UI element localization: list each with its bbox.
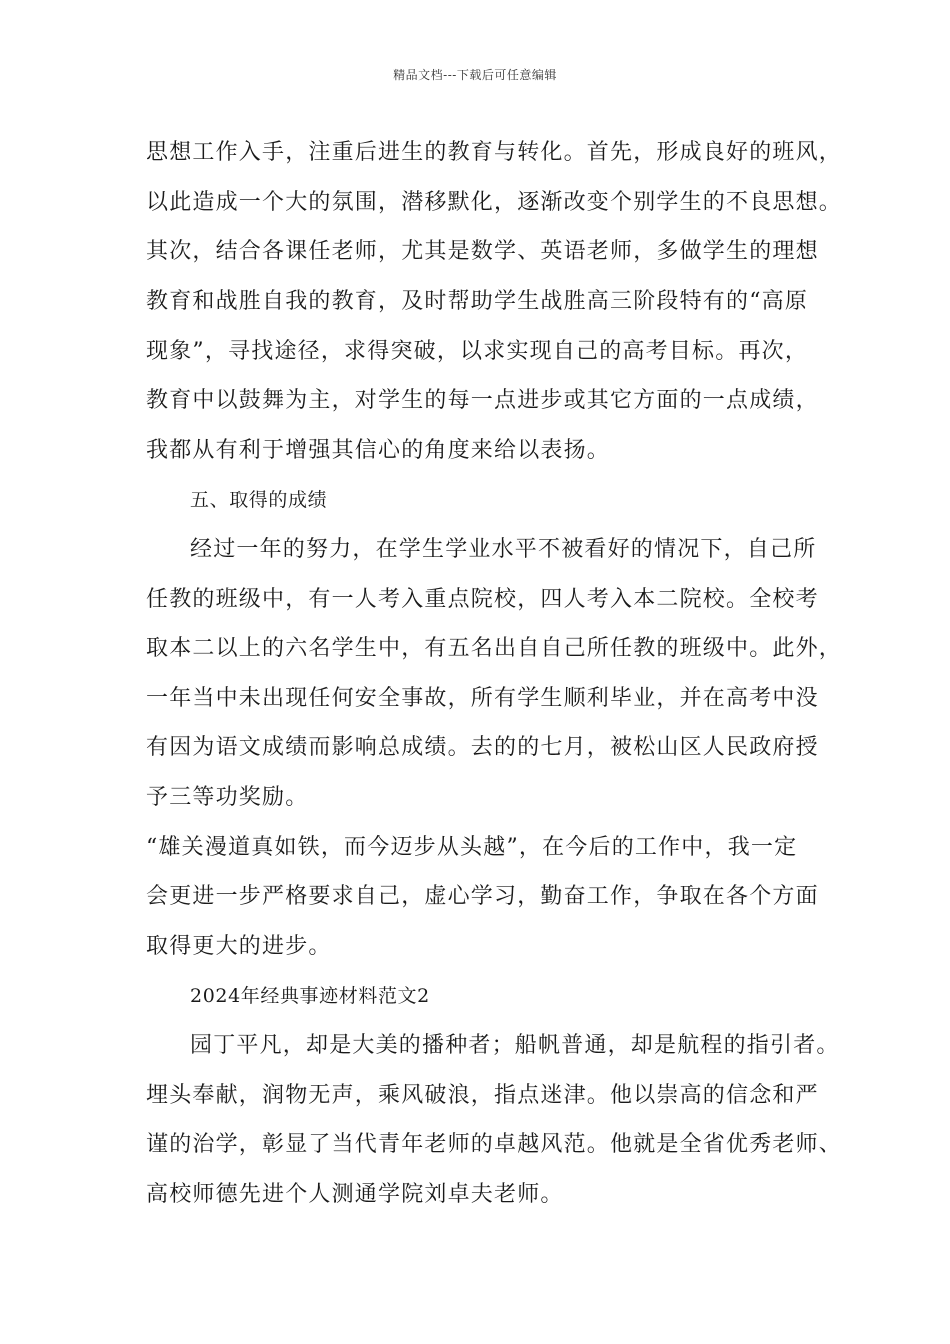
body-line: 我都从有利于增强其信心的角度来给以表扬。 <box>146 438 611 463</box>
section-heading: 五、取得的成绩 <box>190 489 328 511</box>
body-line: 以此造成一个大的氛围，潜移默化，逐渐改变个别学生的不良思想。 <box>146 190 843 215</box>
body-line: 思想工作入手，注重后进生的教育与转化。首先，形成良好的班风， <box>146 140 843 165</box>
body-line: 现象”，寻找途径，求得突破，以求实现自己的高考目标。再次， <box>146 339 809 364</box>
body-line: 谨的治学，彰显了当代青年老师的卓越风范。他就是全省优秀老师、 <box>146 1132 843 1157</box>
paragraph-first-line: 园丁平凡，却是大美的播种者；船帆普通，却是航程的指引者。 <box>190 1033 840 1058</box>
body-line: 取得更大的进步。 <box>146 934 332 959</box>
paragraph-first-line: 经过一年的努力，在学生学业水平不被看好的情况下，自己所 <box>190 537 817 562</box>
body-line: 教育和战胜自我的教育，及时帮助学生战胜高三阶段特有的“高原 <box>146 289 809 314</box>
body-line: 埋头奉献，润物无声，乘风破浪，指点迷津。他以崇高的信念和严 <box>146 1083 819 1108</box>
body-line: 一年当中未出现任何安全事故，所有学生顺利毕业，并在高考中没 <box>146 686 819 711</box>
body-line: 会更进一步严格要求自己，虚心学习，勤奋工作，争取在各个方面 <box>146 884 819 909</box>
body-line: 予三等功奖励。 <box>146 785 309 810</box>
body-line: 其次，结合各课任老师，尤其是数学、英语老师，多做学生的理想 <box>146 239 819 264</box>
body-line: 高校师德先进个人测通学院刘卓夫老师。 <box>146 1182 564 1207</box>
body-line: 任教的班级中，有一人考入重点院校，四人考入本二院校。全校考 <box>146 587 819 612</box>
quote-line: “雄关漫道真如铁，而今迈步从头越”，在今后的工作中，我一定 <box>146 835 798 860</box>
section-title: 2024年经典事迹材料范文2 <box>190 985 430 1007</box>
body-line: 教育中以鼓舞为主，对学生的每一点进步或其它方面的一点成绩， <box>146 388 819 413</box>
body-line: 有因为语文成绩而影响总成绩。去的的七月，被松山区人民政府授 <box>146 735 819 760</box>
body-line: 取本二以上的六名学生中，有五名出自自己所任教的班级中。此外， <box>146 636 843 661</box>
page-header: 精品文档---下载后可任意编辑 <box>393 68 557 82</box>
